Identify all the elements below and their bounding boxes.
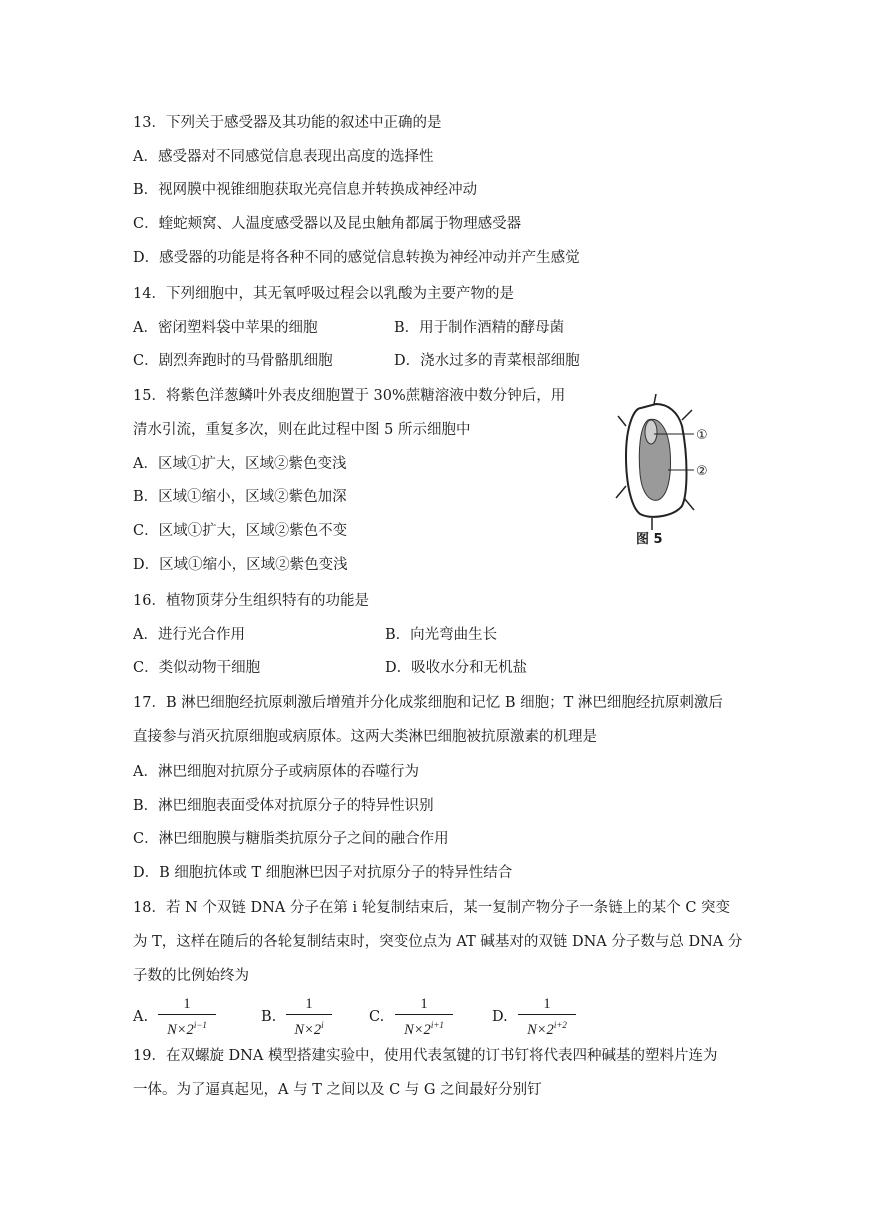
q17-option-d: D．B 细胞抗体或 T 细胞淋巴因子对抗原分子的特异性结合 [133,865,513,881]
q14-option-a: A．密闭塑料袋中苹果的细胞 [133,320,318,336]
q17-stem-line1: 17．B 淋巴细胞经抗原刺激后增殖并分化成浆细胞和记忆 B 细胞；T 淋巴细胞经抗原刺激后 [133,695,723,711]
q18-option-b-den: N×2 [294,1021,322,1038]
q13-option-b: B．视网膜中视锥细胞获取光亮信息并转换成神经冲动 [133,182,478,198]
q15-option-d: D．区域①缩小，区域②紫色变浅 [133,557,348,573]
q13-stem: 13．下列关于感受器及其功能的叙述中正确的是 [133,115,442,131]
q15-option-a: A．区域①扩大，区域②紫色变浅 [133,456,347,472]
q16-option-a: A．进行光合作用 [133,627,245,643]
label-2: ② [696,464,708,479]
q18-option-c-num: 1 [420,996,428,1012]
label-1: ① [696,428,708,443]
q15-stem-line2: 清水引流，重复多次，则在此过程中图 5 所示细胞中 [133,422,471,438]
q18-option-d-fraction [518,994,576,1040]
q13-option-a: A．感受器对不同感觉信息表现出高度的选择性 [133,149,434,165]
q18-option-a-fraction [158,994,216,1040]
q18-option-c-den: N×2 [404,1021,431,1038]
q13-option-d: D．感受器的功能是将各种不同的感觉信息转换为神经冲动并产生感觉 [133,250,580,266]
q17-option-c: C．淋巴细胞膜与糖脂类抗原分子之间的融合作用 [133,831,449,847]
q18-option-b-label: B. [261,1009,277,1025]
q18-option-d-label: D. [492,1009,508,1025]
q18-option-a-label: A. [133,1009,149,1025]
q19-stem-line1: 19．在双螺旋 DNA 模型搭建实验中，使用代表氢键的订书钉将代表四种碱基的塑料片连为 [133,1048,718,1064]
q18-option-c-exp: i+1 [430,1020,444,1030]
q18-stem-line2: 为 T，这样在随后的各轮复制结束时，突变位点为 AT 碱基对的双链 DNA 分子数与总 DNA 分 [133,934,743,950]
q14-stem: 14．下列细胞中，其无氧呼吸过程会以乳酸为主要产物的是 [133,286,514,302]
figure-caption: 图 5 [636,532,663,547]
q17-stem-line2: 直接参与消灭抗原细胞或病原体。这两大类淋巴细胞被抗原激素的机理是 [133,729,597,745]
q18-option-c-label: C. [369,1009,385,1025]
q18-option-b-fraction [286,994,332,1040]
q18-option-b-exp: i [321,1020,324,1030]
q16-option-b: B．向光弯曲生长 [385,627,498,643]
q14-option-d: D．浇水过多的青菜根部细胞 [394,353,580,369]
q15-option-b: B．区域①缩小，区域②紫色加深 [133,489,347,505]
q14-option-c: C．剧烈奔跑时的马骨骼肌细胞 [133,353,333,369]
q18-option-d-num: 1 [543,996,551,1012]
q15-stem-line1: 15．将紫色洋葱鳞叶外表皮细胞置于 30%蔗糖溶液中数分钟后，用 [133,388,566,404]
q18-option-a-den: N×2 [167,1021,194,1038]
q18-option-d-den: N×2 [527,1021,554,1038]
q16-stem: 16．植物顶芽分生组织特有的功能是 [133,593,369,609]
q13-option-c: C．蝰蛇颊窝、人温度感受器以及昆虫触角都属于物理感受器 [133,216,522,232]
q18-option-a-num: 1 [183,996,191,1012]
q18-option-c-fraction [395,994,453,1040]
q18-option-d-exp: i+2 [553,1020,567,1030]
q19-stem-line2: 一体。为了逼真起见，A 与 T 之间以及 C 与 G 之间最好分别钉 [133,1082,542,1098]
region-1 [645,420,657,444]
q14-option-b: B．用于制作酒精的酵母菌 [394,320,565,336]
q17-option-a: A．淋巴细胞对抗原分子或病原体的吞噬行为 [133,764,419,780]
q17-option-b: B．淋巴细胞表面受体对抗原分子的特异性识别 [133,798,434,814]
q16-option-c: C．类似动物干细胞 [133,660,261,676]
q15-option-c: C．区域①扩大，区域②紫色不变 [133,523,348,539]
q16-option-d: D．吸收水分和无机盐 [385,660,528,676]
q18-option-b-num: 1 [305,996,313,1012]
q18-option-a-exp: i−1 [193,1020,207,1030]
q18-stem-line3: 子数的比例始终为 [133,968,249,984]
q18-stem-line1: 18．若 N 个双链 DNA 分子在第 i 轮复制结束后，某一复制产物分子一条链上的某个 C 突变 [133,900,731,916]
